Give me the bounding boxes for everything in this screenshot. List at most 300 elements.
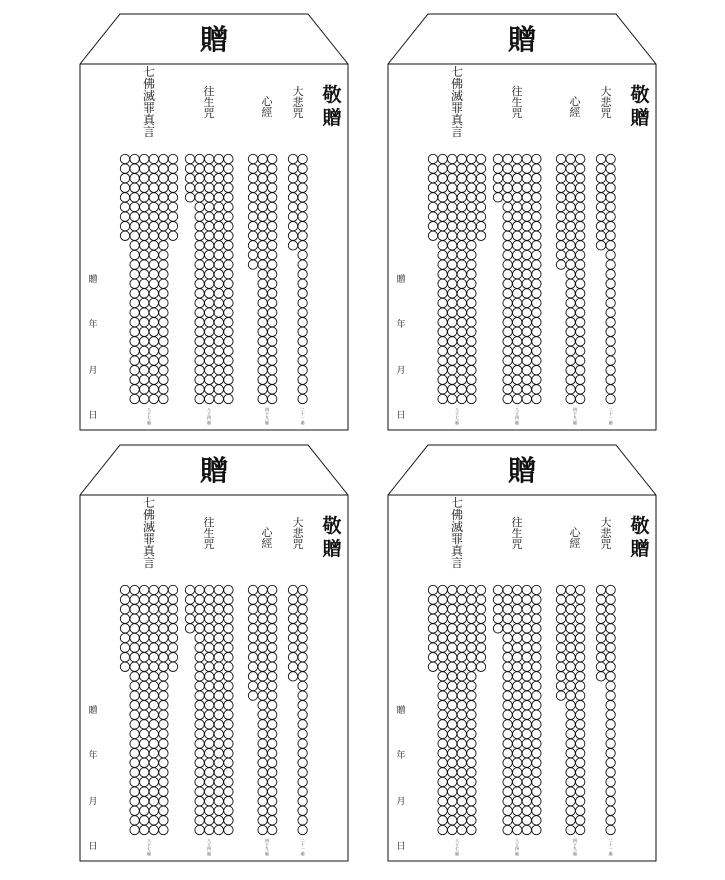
recitation-circle[interactable] (493, 595, 502, 604)
recitation-circle[interactable] (214, 595, 223, 604)
recitation-circle[interactable] (566, 777, 575, 786)
recitation-circle[interactable] (606, 164, 615, 173)
recitation-circle[interactable] (288, 231, 297, 240)
recitation-circle[interactable] (467, 183, 476, 192)
recitation-circle[interactable] (448, 375, 457, 384)
recitation-circle[interactable] (503, 298, 512, 307)
recitation-circle[interactable] (140, 375, 149, 384)
recitation-circle[interactable] (268, 366, 277, 375)
recitation-circle[interactable] (457, 643, 466, 652)
recitation-circle[interactable] (268, 777, 277, 786)
recitation-circle[interactable] (513, 681, 522, 690)
recitation-circle[interactable] (576, 624, 585, 633)
recitation-circle[interactable] (513, 787, 522, 796)
recitation-circle[interactable] (168, 212, 177, 221)
recitation-circle[interactable] (140, 710, 149, 719)
recitation-circle[interactable] (130, 193, 139, 202)
recitation-circle[interactable] (522, 806, 531, 815)
recitation-circle[interactable] (205, 758, 214, 767)
recitation-circle[interactable] (513, 624, 522, 633)
recitation-circle[interactable] (140, 768, 149, 777)
recitation-circle[interactable] (140, 614, 149, 623)
recitation-circle[interactable] (224, 356, 233, 365)
recitation-circle[interactable] (576, 279, 585, 288)
recitation-circle[interactable] (532, 212, 541, 221)
recitation-circle[interactable] (566, 768, 575, 777)
recitation-circle[interactable] (224, 385, 233, 394)
recitation-circle[interactable] (130, 375, 139, 384)
recitation-circle[interactable] (522, 375, 531, 384)
recitation-circle[interactable] (606, 394, 615, 403)
recitation-circle[interactable] (159, 222, 168, 231)
recitation-circle[interactable] (428, 222, 437, 231)
recitation-circle[interactable] (503, 662, 512, 671)
recitation-circle[interactable] (149, 758, 158, 767)
recitation-circle[interactable] (205, 729, 214, 738)
recitation-circle[interactable] (428, 202, 437, 211)
recitation-circle[interactable] (195, 662, 204, 671)
recitation-circle[interactable] (149, 318, 158, 327)
recitation-circle[interactable] (205, 346, 214, 355)
recitation-circle[interactable] (149, 394, 158, 403)
recitation-circle[interactable] (576, 749, 585, 758)
recitation-circle[interactable] (214, 366, 223, 375)
recitation-circle[interactable] (224, 633, 233, 642)
recitation-circle[interactable] (513, 806, 522, 815)
recitation-circle[interactable] (606, 375, 615, 384)
recitation-circle[interactable] (606, 356, 615, 365)
recitation-circle[interactable] (195, 289, 204, 298)
recitation-circle[interactable] (149, 729, 158, 738)
recitation-circle[interactable] (428, 662, 437, 671)
recitation-circle[interactable] (532, 825, 541, 834)
recitation-circle[interactable] (258, 394, 267, 403)
recitation-circle[interactable] (566, 643, 575, 652)
recitation-circle[interactable] (288, 212, 297, 221)
recitation-circle[interactable] (258, 614, 267, 623)
recitation-circle[interactable] (130, 174, 139, 183)
recitation-circle[interactable] (503, 672, 512, 681)
recitation-circle[interactable] (140, 193, 149, 202)
recitation-circle[interactable] (522, 279, 531, 288)
recitation-circle[interactable] (596, 643, 605, 652)
recitation-circle[interactable] (214, 710, 223, 719)
recitation-circle[interactable] (532, 806, 541, 815)
recitation-circle[interactable] (467, 701, 476, 710)
recitation-circle[interactable] (522, 739, 531, 748)
recitation-circle[interactable] (168, 231, 177, 240)
recitation-circle[interactable] (298, 643, 307, 652)
recitation-circle[interactable] (576, 337, 585, 346)
recitation-circle[interactable] (258, 346, 267, 355)
recitation-circle[interactable] (513, 154, 522, 163)
recitation-circle[interactable] (268, 308, 277, 317)
recitation-circle[interactable] (298, 777, 307, 786)
recitation-circle[interactable] (298, 768, 307, 777)
recitation-circle[interactable] (130, 662, 139, 671)
recitation-circle[interactable] (159, 624, 168, 633)
recitation-circle[interactable] (258, 720, 267, 729)
recitation-circle[interactable] (248, 662, 257, 671)
recitation-circle[interactable] (448, 749, 457, 758)
recitation-circle[interactable] (149, 366, 158, 375)
recitation-circle[interactable] (298, 202, 307, 211)
recitation-circle[interactable] (130, 366, 139, 375)
recitation-circle[interactable] (224, 797, 233, 806)
recitation-circle[interactable] (130, 720, 139, 729)
recitation-circle[interactable] (224, 327, 233, 336)
recitation-circle[interactable] (298, 394, 307, 403)
recitation-circle[interactable] (467, 797, 476, 806)
recitation-circle[interactable] (576, 806, 585, 815)
recitation-circle[interactable] (214, 270, 223, 279)
recitation-circle[interactable] (596, 662, 605, 671)
recitation-circle[interactable] (288, 164, 297, 173)
recitation-circle[interactable] (298, 585, 307, 594)
recitation-circle[interactable] (448, 797, 457, 806)
recitation-circle[interactable] (268, 164, 277, 173)
recitation-circle[interactable] (205, 318, 214, 327)
recitation-circle[interactable] (224, 614, 233, 623)
recitation-circle[interactable] (448, 337, 457, 346)
recitation-circle[interactable] (438, 174, 447, 183)
recitation-circle[interactable] (130, 758, 139, 767)
recitation-circle[interactable] (268, 337, 277, 346)
recitation-circle[interactable] (576, 241, 585, 250)
recitation-circle[interactable] (457, 653, 466, 662)
recitation-circle[interactable] (438, 202, 447, 211)
recitation-circle[interactable] (205, 279, 214, 288)
recitation-circle[interactable] (268, 787, 277, 796)
recitation-circle[interactable] (258, 806, 267, 815)
recitation-circle[interactable] (448, 327, 457, 336)
recitation-circle[interactable] (513, 385, 522, 394)
recitation-circle[interactable] (159, 346, 168, 355)
recitation-circle[interactable] (467, 164, 476, 173)
recitation-circle[interactable] (576, 605, 585, 614)
recitation-circle[interactable] (566, 585, 575, 594)
recitation-circle[interactable] (159, 806, 168, 815)
recitation-circle[interactable] (467, 729, 476, 738)
recitation-circle[interactable] (159, 279, 168, 288)
recitation-circle[interactable] (159, 327, 168, 336)
recitation-circle[interactable] (566, 270, 575, 279)
recitation-circle[interactable] (130, 270, 139, 279)
recitation-circle[interactable] (566, 298, 575, 307)
recitation-circle[interactable] (532, 739, 541, 748)
recitation-circle[interactable] (606, 701, 615, 710)
recitation-circle[interactable] (513, 749, 522, 758)
recitation-circle[interactable] (503, 758, 512, 767)
recitation-circle[interactable] (566, 250, 575, 259)
recitation-circle[interactable] (467, 662, 476, 671)
recitation-circle[interactable] (224, 298, 233, 307)
recitation-circle[interactable] (258, 691, 267, 700)
recitation-circle[interactable] (120, 174, 129, 183)
recitation-circle[interactable] (205, 164, 214, 173)
recitation-circle[interactable] (140, 327, 149, 336)
recitation-circle[interactable] (130, 614, 139, 623)
recitation-circle[interactable] (268, 633, 277, 642)
recitation-circle[interactable] (298, 250, 307, 259)
recitation-circle[interactable] (214, 681, 223, 690)
recitation-circle[interactable] (556, 672, 565, 681)
recitation-circle[interactable] (467, 643, 476, 652)
recitation-circle[interactable] (258, 758, 267, 767)
recitation-circle[interactable] (258, 231, 267, 240)
recitation-circle[interactable] (298, 614, 307, 623)
recitation-circle[interactable] (205, 768, 214, 777)
recitation-circle[interactable] (503, 595, 512, 604)
recitation-circle[interactable] (214, 806, 223, 815)
recitation-circle[interactable] (205, 749, 214, 758)
recitation-circle[interactable] (159, 691, 168, 700)
recitation-circle[interactable] (120, 193, 129, 202)
recitation-circle[interactable] (195, 222, 204, 231)
recitation-circle[interactable] (493, 614, 502, 623)
recitation-circle[interactable] (532, 691, 541, 700)
recitation-circle[interactable] (149, 624, 158, 633)
recitation-circle[interactable] (428, 174, 437, 183)
recitation-circle[interactable] (448, 729, 457, 738)
recitation-circle[interactable] (503, 614, 512, 623)
recitation-circle[interactable] (576, 356, 585, 365)
recitation-circle[interactable] (149, 662, 158, 671)
recitation-circle[interactable] (503, 768, 512, 777)
recitation-circle[interactable] (522, 825, 531, 834)
recitation-circle[interactable] (532, 193, 541, 202)
recitation-circle[interactable] (503, 270, 512, 279)
recitation-circle[interactable] (457, 806, 466, 815)
recitation-circle[interactable] (268, 710, 277, 719)
recitation-circle[interactable] (195, 346, 204, 355)
recitation-circle[interactable] (288, 241, 297, 250)
recitation-circle[interactable] (522, 701, 531, 710)
recitation-circle[interactable] (288, 672, 297, 681)
recitation-circle[interactable] (195, 710, 204, 719)
recitation-circle[interactable] (120, 231, 129, 240)
recitation-circle[interactable] (130, 327, 139, 336)
recitation-circle[interactable] (467, 250, 476, 259)
recitation-circle[interactable] (298, 318, 307, 327)
recitation-circle[interactable] (448, 806, 457, 815)
recitation-circle[interactable] (159, 787, 168, 796)
recitation-circle[interactable] (298, 797, 307, 806)
recitation-circle[interactable] (513, 164, 522, 173)
recitation-circle[interactable] (159, 356, 168, 365)
recitation-circle[interactable] (606, 825, 615, 834)
recitation-circle[interactable] (268, 318, 277, 327)
recitation-circle[interactable] (493, 605, 502, 614)
recitation-circle[interactable] (288, 614, 297, 623)
recitation-circle[interactable] (298, 653, 307, 662)
recitation-circle[interactable] (298, 605, 307, 614)
recitation-circle[interactable] (467, 222, 476, 231)
recitation-circle[interactable] (195, 308, 204, 317)
recitation-circle[interactable] (224, 624, 233, 633)
recitation-circle[interactable] (159, 701, 168, 710)
recitation-circle[interactable] (268, 701, 277, 710)
recitation-circle[interactable] (168, 595, 177, 604)
recitation-circle[interactable] (428, 183, 437, 192)
recitation-circle[interactable] (258, 202, 267, 211)
recitation-circle[interactable] (438, 825, 447, 834)
recitation-circle[interactable] (195, 605, 204, 614)
recitation-circle[interactable] (159, 681, 168, 690)
recitation-circle[interactable] (576, 318, 585, 327)
recitation-circle[interactable] (130, 298, 139, 307)
recitation-circle[interactable] (248, 643, 257, 652)
recitation-circle[interactable] (467, 385, 476, 394)
recitation-circle[interactable] (224, 202, 233, 211)
recitation-circle[interactable] (606, 797, 615, 806)
recitation-circle[interactable] (205, 385, 214, 394)
recitation-circle[interactable] (532, 768, 541, 777)
recitation-circle[interactable] (149, 308, 158, 317)
recitation-circle[interactable] (268, 585, 277, 594)
recitation-circle[interactable] (205, 777, 214, 786)
recitation-circle[interactable] (214, 816, 223, 825)
recitation-circle[interactable] (438, 193, 447, 202)
recitation-circle[interactable] (438, 356, 447, 365)
recitation-circle[interactable] (522, 816, 531, 825)
recitation-circle[interactable] (503, 202, 512, 211)
recitation-circle[interactable] (214, 231, 223, 240)
recitation-circle[interactable] (205, 787, 214, 796)
recitation-circle[interactable] (457, 366, 466, 375)
recitation-circle[interactable] (467, 624, 476, 633)
recitation-circle[interactable] (159, 337, 168, 346)
recitation-circle[interactable] (457, 710, 466, 719)
recitation-circle[interactable] (288, 653, 297, 662)
recitation-circle[interactable] (606, 202, 615, 211)
recitation-circle[interactable] (224, 681, 233, 690)
recitation-circle[interactable] (566, 710, 575, 719)
recitation-circle[interactable] (288, 662, 297, 671)
recitation-circle[interactable] (130, 672, 139, 681)
recitation-circle[interactable] (185, 624, 194, 633)
recitation-circle[interactable] (195, 327, 204, 336)
recitation-circle[interactable] (513, 327, 522, 336)
recitation-circle[interactable] (224, 585, 233, 594)
recitation-circle[interactable] (159, 825, 168, 834)
recitation-circle[interactable] (140, 298, 149, 307)
recitation-circle[interactable] (149, 585, 158, 594)
recitation-circle[interactable] (438, 385, 447, 394)
recitation-circle[interactable] (513, 375, 522, 384)
recitation-circle[interactable] (205, 585, 214, 594)
recitation-circle[interactable] (214, 250, 223, 259)
recitation-circle[interactable] (503, 231, 512, 240)
recitation-circle[interactable] (438, 241, 447, 250)
recitation-circle[interactable] (224, 346, 233, 355)
recitation-circle[interactable] (224, 787, 233, 796)
recitation-circle[interactable] (159, 797, 168, 806)
recitation-circle[interactable] (140, 241, 149, 250)
recitation-circle[interactable] (205, 825, 214, 834)
recitation-circle[interactable] (130, 337, 139, 346)
recitation-circle[interactable] (566, 797, 575, 806)
recitation-circle[interactable] (532, 729, 541, 738)
recitation-circle[interactable] (205, 643, 214, 652)
recitation-circle[interactable] (268, 289, 277, 298)
recitation-circle[interactable] (566, 662, 575, 671)
recitation-circle[interactable] (448, 816, 457, 825)
recitation-circle[interactable] (195, 231, 204, 240)
recitation-circle[interactable] (438, 729, 447, 738)
recitation-circle[interactable] (120, 595, 129, 604)
recitation-circle[interactable] (576, 797, 585, 806)
recitation-circle[interactable] (205, 337, 214, 346)
recitation-circle[interactable] (606, 222, 615, 231)
recitation-circle[interactable] (428, 193, 437, 202)
recitation-circle[interactable] (503, 749, 512, 758)
recitation-circle[interactable] (205, 250, 214, 259)
recitation-circle[interactable] (288, 202, 297, 211)
recitation-circle[interactable] (205, 806, 214, 815)
recitation-circle[interactable] (214, 777, 223, 786)
recitation-circle[interactable] (205, 375, 214, 384)
recitation-circle[interactable] (130, 681, 139, 690)
recitation-circle[interactable] (566, 375, 575, 384)
recitation-circle[interactable] (168, 202, 177, 211)
recitation-circle[interactable] (258, 212, 267, 221)
recitation-circle[interactable] (268, 624, 277, 633)
recitation-circle[interactable] (159, 231, 168, 240)
recitation-circle[interactable] (258, 174, 267, 183)
recitation-circle[interactable] (268, 672, 277, 681)
recitation-circle[interactable] (493, 164, 502, 173)
recitation-circle[interactable] (503, 346, 512, 355)
recitation-circle[interactable] (248, 212, 257, 221)
recitation-circle[interactable] (503, 327, 512, 336)
recitation-circle[interactable] (268, 816, 277, 825)
recitation-circle[interactable] (467, 739, 476, 748)
recitation-circle[interactable] (522, 729, 531, 738)
recitation-circle[interactable] (224, 231, 233, 240)
recitation-circle[interactable] (596, 174, 605, 183)
recitation-circle[interactable] (596, 614, 605, 623)
recitation-circle[interactable] (576, 174, 585, 183)
recitation-circle[interactable] (130, 691, 139, 700)
recitation-circle[interactable] (298, 231, 307, 240)
recitation-circle[interactable] (298, 346, 307, 355)
recitation-circle[interactable] (205, 653, 214, 662)
recitation-circle[interactable] (467, 289, 476, 298)
recitation-circle[interactable] (438, 231, 447, 240)
recitation-circle[interactable] (205, 154, 214, 163)
recitation-circle[interactable] (606, 633, 615, 642)
recitation-circle[interactable] (214, 202, 223, 211)
recitation-circle[interactable] (467, 241, 476, 250)
recitation-circle[interactable] (224, 816, 233, 825)
recitation-circle[interactable] (513, 183, 522, 192)
recitation-circle[interactable] (448, 366, 457, 375)
recitation-circle[interactable] (467, 653, 476, 662)
recitation-circle[interactable] (513, 739, 522, 748)
recitation-circle[interactable] (258, 662, 267, 671)
recitation-circle[interactable] (438, 327, 447, 336)
recitation-circle[interactable] (268, 662, 277, 671)
recitation-circle[interactable] (298, 164, 307, 173)
recitation-circle[interactable] (522, 183, 531, 192)
recitation-circle[interactable] (224, 662, 233, 671)
recitation-circle[interactable] (448, 346, 457, 355)
recitation-circle[interactable] (606, 653, 615, 662)
recitation-circle[interactable] (457, 691, 466, 700)
recitation-circle[interactable] (140, 154, 149, 163)
recitation-circle[interactable] (467, 672, 476, 681)
